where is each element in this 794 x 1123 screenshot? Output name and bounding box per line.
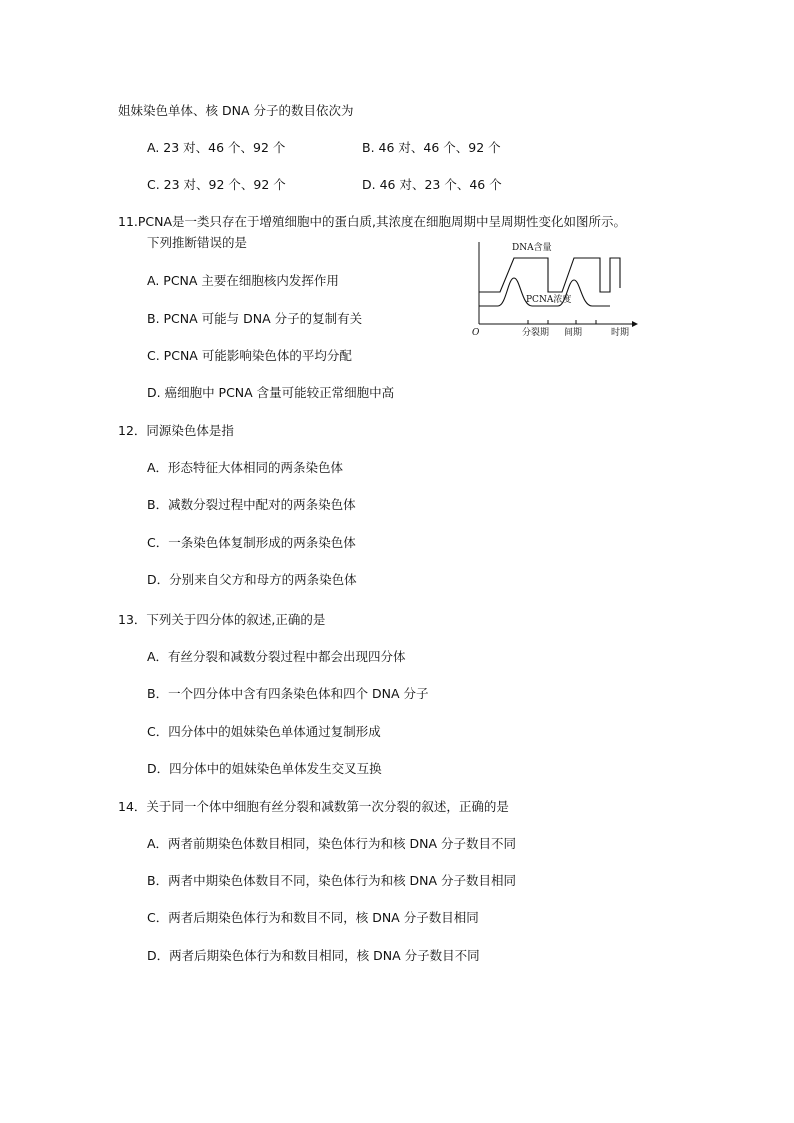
- q11-option-c: C. PCNA 可能影响染色体的平均分配: [147, 348, 352, 363]
- q12-option-a: A．形态特征大体相同的两条染色体: [147, 460, 344, 475]
- q11-option-d: D. 癌细胞中 PCNA 含量可能较正常细胞中高: [147, 385, 395, 400]
- graph-label-origin: O: [472, 328, 480, 338]
- graph-label-pcna: PCNA浓度: [526, 295, 572, 305]
- q12-option-d: D．分别来自父方和母方的两条染色体: [147, 572, 357, 587]
- q10-option-d: D. 46 对、23 个、46 个: [362, 177, 502, 192]
- q10-option-b: B. 46 对、46 个、92 个: [362, 140, 501, 155]
- q10-option-c: C. 23 对、92 个、92 个: [147, 177, 286, 192]
- q12-option-c: C．一条染色体复制形成的两条染色体: [147, 535, 356, 550]
- q14-option-c: C．两者后期染色体行为和数目不同，核 DNA 分子数目相同: [147, 910, 479, 925]
- graph-x-arrow: [632, 321, 638, 327]
- graph-label-interphase: 间期: [564, 328, 583, 338]
- q10-stem-continued: 姐妹染色单体、核 DNA 分子的数目依次为: [118, 103, 354, 118]
- q13-option-c: C．四分体中的姐妹染色单体通过复制形成: [147, 724, 381, 739]
- q14-option-a: A．两者前期染色体数目相同，染色体行为和核 DNA 分子数目不同: [147, 836, 517, 851]
- q12-option-b: B．减数分裂过程中配对的两条染色体: [147, 497, 356, 512]
- q11-option-a: A. PCNA 主要在细胞核内发挥作用: [147, 273, 339, 288]
- q14-option-b: B．两者中期染色体数目不同，染色体行为和核 DNA 分子数目相同: [147, 873, 517, 888]
- q13-option-b: B．一个四分体中含有四条染色体和四个 DNA 分子: [147, 686, 429, 701]
- q13-option-d: D．四分体中的姐妹染色单体发生交叉互换: [147, 761, 382, 776]
- q10-option-a: A. 23 对、46 个、92 个: [147, 140, 286, 155]
- graph-label-dna: DNA含量: [512, 243, 552, 253]
- q11-stem-line2: 下列推断错误的是: [147, 235, 248, 250]
- q11-cell-cycle-graph: [470, 238, 640, 338]
- dna-content-curve: [479, 258, 620, 292]
- q13-option-a: A．有丝分裂和减数分裂过程中都会出现四分体: [147, 649, 406, 664]
- q11-option-b: B. PCNA 可能与 DNA 分子的复制有关: [147, 311, 363, 326]
- q13-stem: 13．下列关于四分体的叙述,正确的是: [118, 612, 326, 627]
- q14-stem: 14．关于同一个体中细胞有丝分裂和减数第一次分裂的叙述，正确的是: [118, 799, 509, 814]
- q12-stem: 12．同源染色体是指: [118, 423, 234, 438]
- graph-label-division: 分裂期: [522, 328, 550, 338]
- graph-label-time: 时期: [611, 328, 630, 338]
- q14-option-d: D．两者后期染色体行为和数目相同，核 DNA 分子数目不同: [147, 948, 480, 963]
- q11-stem: 11.PCNA是一类只存在于增殖细胞中的蛋白质,其浓度在细胞周期中呈周期性变化如图所示。: [118, 214, 627, 229]
